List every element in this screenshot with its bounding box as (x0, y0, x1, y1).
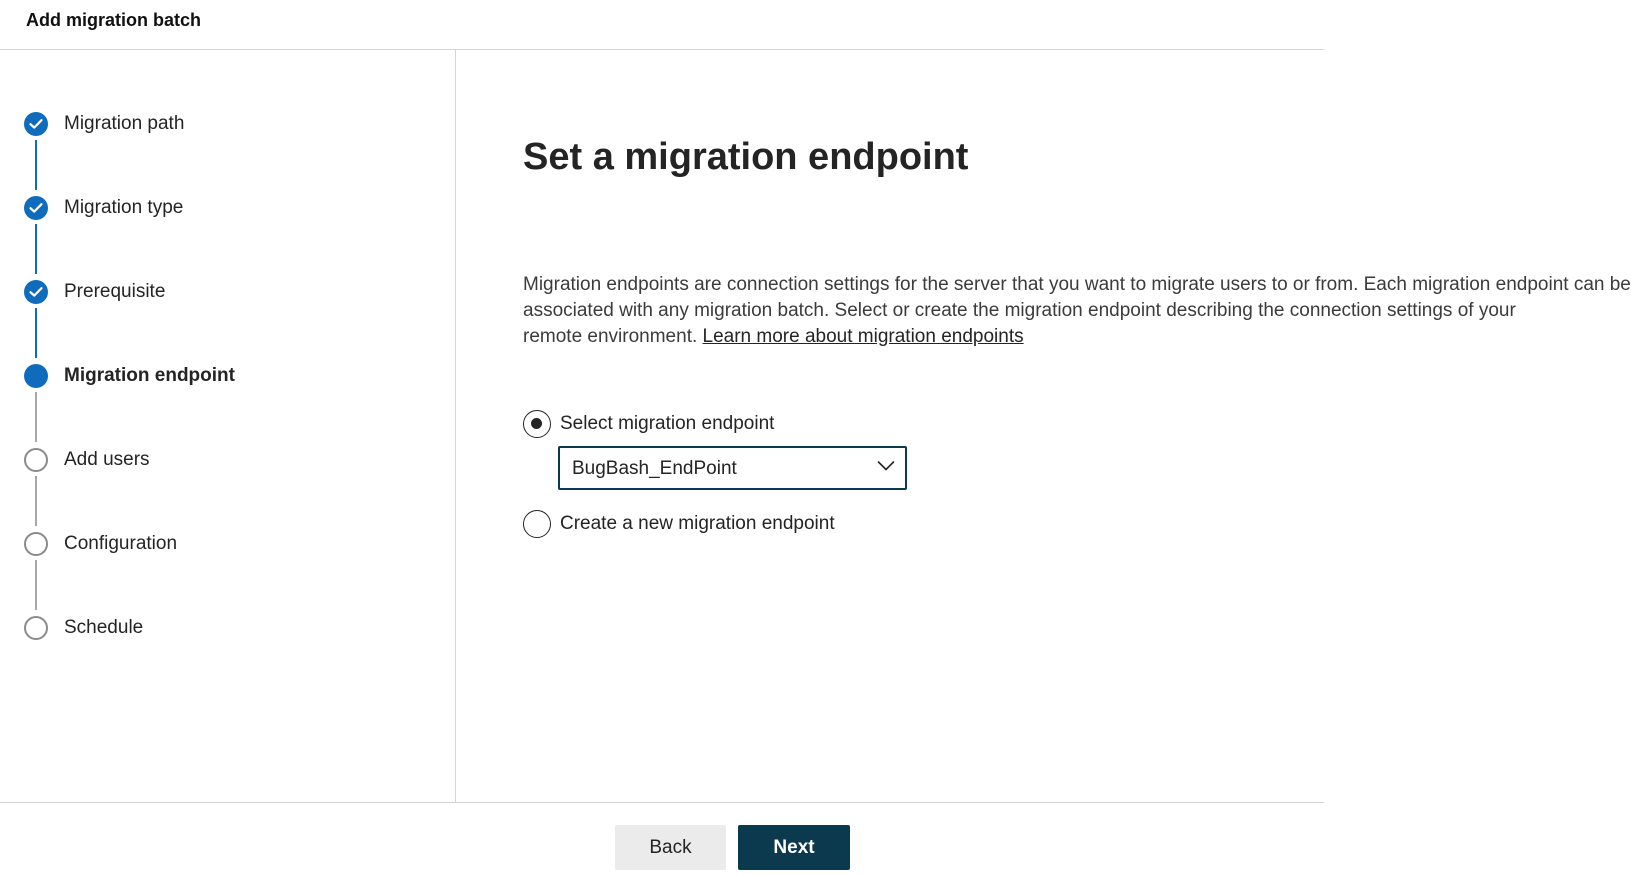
step-complete-icon (24, 112, 48, 136)
step-complete-icon (24, 196, 48, 220)
endpoint-dropdown[interactable] (558, 446, 907, 490)
checkmark-icon (29, 118, 43, 130)
step-label: Add users (64, 449, 150, 470)
description-line-with-link (523, 324, 1343, 350)
select-endpoint-label[interactable]: Select migration endpoint (560, 413, 775, 434)
step-connector (35, 392, 37, 442)
step-label: Migration endpoint (64, 365, 235, 386)
description-line: associated with any migration batch. Select or create the migration endpoint describing the connection settings of your (523, 300, 1516, 321)
step-prerequisite (0, 278, 440, 308)
step-connector (35, 308, 37, 358)
checkmark-icon (29, 286, 43, 298)
create-endpoint-label[interactable]: Create a new migration endpoint (560, 513, 835, 534)
step-migration-endpoint (0, 362, 440, 392)
step-pending-icon (24, 532, 48, 556)
create-endpoint-radio[interactable] (523, 510, 551, 538)
step-connector (35, 224, 37, 274)
step-schedule (0, 614, 440, 644)
description-line: Migration endpoints are connection settings for the server that you want to migrate users to or from. Each migration endpoint can be (523, 274, 1631, 295)
back-button[interactable]: Back (615, 825, 726, 870)
step-label: Schedule (64, 617, 144, 638)
page-title: Set a migration endpoint (523, 136, 969, 178)
main-panel (457, 50, 1631, 802)
create-endpoint-option[interactable] (523, 510, 1123, 540)
select-endpoint-radio[interactable] (523, 410, 551, 438)
step-connector (35, 560, 37, 610)
step-add-users (0, 446, 440, 476)
dialog-title: Add migration batch (26, 10, 201, 30)
step-label: Migration path (64, 113, 185, 134)
dialog-header (0, 0, 1324, 50)
dialog-footer (0, 802, 1324, 875)
checkmark-icon (29, 202, 43, 214)
step-current-icon (24, 364, 48, 388)
step-migration-path (0, 110, 440, 140)
step-complete-icon (24, 280, 48, 304)
step-migration-type (0, 194, 440, 224)
description-line: remote environment. (523, 326, 703, 347)
chevron-down-icon (877, 460, 895, 472)
endpoint-dropdown-value: BugBash_EndPoint (572, 458, 737, 479)
wizard-steps-sidebar (0, 50, 456, 802)
step-configuration (0, 530, 440, 560)
step-label: Prerequisite (64, 281, 166, 302)
select-endpoint-option[interactable] (523, 410, 1123, 440)
step-connector (35, 476, 37, 526)
step-label: Migration type (64, 197, 184, 218)
learn-more-link[interactable]: Learn more about migration endpoints (702, 326, 1024, 347)
next-button[interactable]: Next (738, 825, 850, 870)
step-pending-icon (24, 616, 48, 640)
description-text (523, 272, 1631, 350)
step-connector (35, 140, 37, 190)
step-label: Configuration (64, 533, 178, 554)
step-pending-icon (24, 448, 48, 472)
